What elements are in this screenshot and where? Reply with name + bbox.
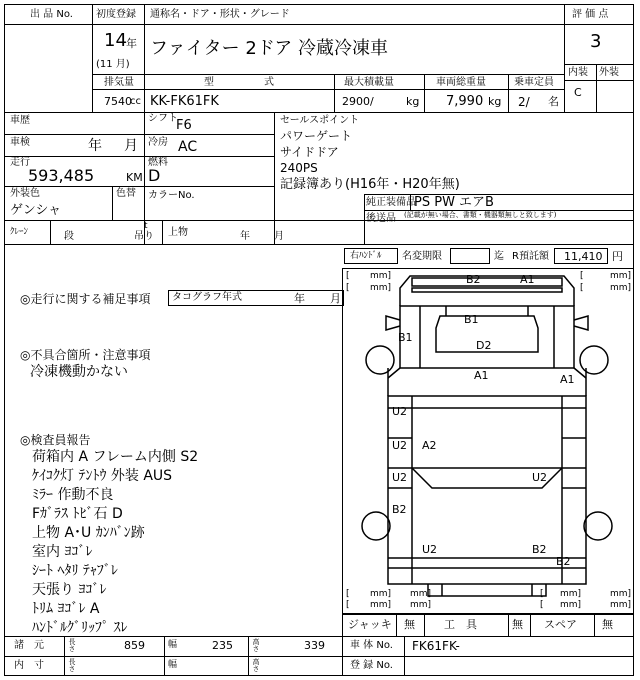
inspector-line: 室内 ﾖｺﾞﾚ (32, 544, 93, 560)
max-load-value: 2900/ (342, 95, 374, 108)
fuel-label: 燃料 (148, 157, 168, 168)
crane-stage: 段 (64, 231, 74, 242)
upper-label: 上物 (168, 227, 188, 238)
damage-mark: B2 (392, 503, 407, 516)
inner-label: 内 寸 (14, 660, 44, 671)
inspector-line: ﾐﾗｰ 作動不良 (32, 487, 114, 503)
capacity-unit: 名 (548, 95, 559, 108)
damage-mark: A1 (474, 369, 489, 382)
bracket-bl: [ (346, 589, 350, 599)
first-reg-year: 14 (104, 30, 127, 51)
sales-point-2: サイドドア (280, 145, 339, 159)
jack-label: ジャッキ (348, 618, 392, 631)
spec-length-label: 長さ (68, 638, 76, 652)
truck-diagram (342, 268, 634, 614)
spare-value: 無 (602, 618, 613, 631)
ac-label: 冷房 (148, 137, 168, 148)
displacement-label: 排気量 (104, 77, 134, 88)
tacho-year: 年 (294, 292, 305, 305)
spec-height: 339 (304, 639, 325, 652)
delivery-note: (記載が無い場合、書類・機器類無しと致します) (404, 211, 557, 219)
damage-mark: B2 (466, 273, 481, 286)
shift-value: F6 (176, 118, 192, 133)
color-no-label: カラーNo. (148, 190, 195, 201)
damage-mark: A2 (422, 439, 437, 452)
defect-1: 冷凍機動かない (30, 364, 128, 380)
damage-mark: B2 (556, 555, 571, 568)
meter-change-label: 名変期限 (402, 251, 442, 262)
displacement-value: 7540 (104, 95, 132, 108)
mm-bl: mm] (370, 589, 392, 599)
model-value: KK-FK61FK (150, 94, 219, 109)
inspector-lines (32, 448, 332, 638)
damage-mark: U2 (392, 405, 408, 418)
factory-equipment-label: 純正装備品 (366, 197, 416, 208)
mm-br3: mm] (560, 600, 582, 610)
tacho-label: タコグラフ年式 (172, 292, 242, 303)
damage-mark: A1 (560, 373, 575, 386)
mm-bl4: mm] (410, 600, 432, 610)
mileage-label: 走行 (10, 157, 30, 168)
fuel-value: D (148, 166, 161, 185)
bracket-bl3: [ (346, 600, 350, 610)
mm-tl2: mm] (370, 283, 392, 293)
mm-bl2: mm] (410, 589, 432, 599)
bracket-br: [ (540, 589, 544, 599)
gvw-value: 7,990 (446, 94, 484, 109)
tools-label: 工 具 (444, 618, 477, 631)
gvw-unit: kg (488, 95, 502, 108)
capacity-value: 2/ (518, 95, 530, 109)
sales-points-label: セールスポイント (280, 115, 360, 126)
mm-tl: mm] (370, 271, 392, 281)
shift-label: シフト (148, 113, 178, 124)
mileage-unit: KM (126, 171, 143, 184)
max-load-unit: kg (406, 95, 420, 108)
crane-label: ｸﾚｰﾝ (10, 227, 29, 237)
inspector-line: ﾄﾘﾑ ﾖｺﾞﾚ A (32, 601, 100, 617)
inspection-year: 年 (88, 138, 102, 154)
crane-ton-unit: t (144, 221, 148, 231)
meter-until: 迄 (494, 251, 504, 262)
color-change-label: 色替 (116, 188, 136, 199)
mileage-value: 593,485 (28, 166, 95, 185)
damage-mark: B2 (532, 543, 547, 556)
inspector-line: 上物 A･U ｶﾝﾊﾞﾝ跡 (32, 525, 145, 541)
jack-value: 無 (404, 618, 415, 631)
recycle-label: R預託額 (512, 251, 549, 262)
model-label: 型 式 (204, 77, 274, 88)
capacity-label: 乗車定員 (514, 77, 554, 88)
sales-point-4: 記録簿あり(H16年・H20年無) (280, 177, 460, 192)
history-label: 車歴 (10, 115, 30, 126)
reg-label: 登 録 No. (350, 660, 393, 671)
upper-year: 年 (240, 231, 250, 242)
driving-label: ◎走行に関する補足事項 (20, 292, 151, 306)
factory-equipment: PS PW エアB (414, 195, 494, 210)
meter-change-box (450, 248, 490, 264)
inner-height-label: 高さ (252, 658, 260, 672)
interior-grade: C (574, 86, 582, 99)
tacho-month: 月 (330, 292, 341, 305)
inspector-line: 荷箱内 A フレーム内側 S2 (32, 449, 199, 465)
inspection-month: 月 (124, 138, 138, 154)
inspector-line: ｼｰﾄ ﾍﾀﾘ ﾃｬﾌﾞﾚ (32, 563, 118, 579)
first-reg-label: 初度登録 (96, 9, 136, 20)
first-reg-month: (11 月) (96, 59, 130, 70)
exterior-label: 外装 (599, 67, 619, 78)
damage-mark: U2 (532, 471, 548, 484)
crane-ton: 吊り (134, 231, 154, 242)
damage-mark: U2 (392, 439, 408, 452)
score-value: 3 (590, 31, 602, 52)
spare-label: スペア (544, 618, 577, 631)
recycle-amount: 11,410 (564, 250, 603, 263)
mm-tr2: mm] (610, 283, 632, 293)
inspector-line: 天張り ﾖｺﾞﾚ (32, 582, 107, 598)
damage-mark: A1 (520, 273, 535, 286)
inner-width-label: 幅 (168, 660, 178, 670)
inspector-line: ﾊﾝﾄﾞﾙｸﾞﾘｯﾌﾟ ｽﾚ (32, 620, 128, 636)
bracket-tr: [ (580, 271, 584, 281)
mm-tr: mm] (610, 271, 632, 281)
lot-no-label: 出 品 No. (30, 9, 73, 20)
defects-label: ◎不具合箇所・注意事項 (20, 348, 151, 362)
damage-mark: B1 (398, 331, 413, 344)
inspection-label: 車検 (10, 137, 30, 148)
color-label: 外装色 (10, 188, 40, 199)
damage-mark: B1 (464, 313, 479, 326)
bracket-tr2: [ (580, 283, 584, 293)
score-label: 評 価 点 (572, 9, 609, 20)
chassis-label: 車 体 No. (350, 640, 393, 651)
damage-mark: D2 (476, 339, 492, 352)
spec-length: 859 (124, 639, 145, 652)
spec-width: 235 (212, 639, 233, 652)
upper-month: 月 (274, 231, 284, 242)
recycle-unit: 円 (612, 250, 623, 263)
inspector-line: Fｶﾞﾗｽ ﾄﾋﾞ石 D (32, 506, 123, 522)
tools-value: 無 (512, 618, 523, 631)
damage-mark: U2 (392, 471, 408, 484)
first-reg-year-unit: 年 (126, 37, 137, 50)
bracket-tl: [ (346, 271, 350, 281)
color-value: ゲンシャ (10, 203, 62, 218)
spec-label: 諸 元 (14, 640, 44, 651)
inspector-label: ◎検査員報告 (20, 433, 91, 447)
inner-length-label: 長さ (68, 658, 76, 672)
ac-value: AC (178, 139, 198, 155)
bracket-br3: [ (540, 600, 544, 610)
mm-br: mm] (560, 589, 582, 599)
bracket-tl2: [ (346, 283, 350, 293)
mm-bl3: mm] (370, 600, 392, 610)
interior-label: 内装 (568, 67, 588, 78)
sales-point-3: 240PS (280, 161, 318, 175)
displacement-unit: cc (130, 96, 141, 107)
mm-br4: mm] (610, 600, 632, 610)
spec-width-label: 幅 (168, 640, 178, 650)
damage-mark: U2 (422, 543, 438, 556)
sales-point-1: パワーゲート (280, 129, 353, 143)
gvw-label: 車両総重量 (436, 77, 486, 88)
inspector-line: ｹｲｺｸ灯 ﾃﾝﾄｳ 外装 AUS (32, 468, 173, 484)
chassis-value: FK61FK- (412, 639, 460, 653)
spec-height-label: 高さ (252, 638, 260, 652)
name-label: 通称名・ドア・形状・グレード (150, 9, 290, 20)
max-load-label: 最大積載量 (344, 77, 394, 88)
car-name: ファイター 2ドア 冷蔵冷凍車 (150, 38, 388, 59)
mm-br2: mm] (610, 589, 632, 599)
delivery-label: 後送品 (366, 213, 396, 224)
steering-value: 右ﾊﾝﾄﾞﾙ (350, 251, 382, 261)
